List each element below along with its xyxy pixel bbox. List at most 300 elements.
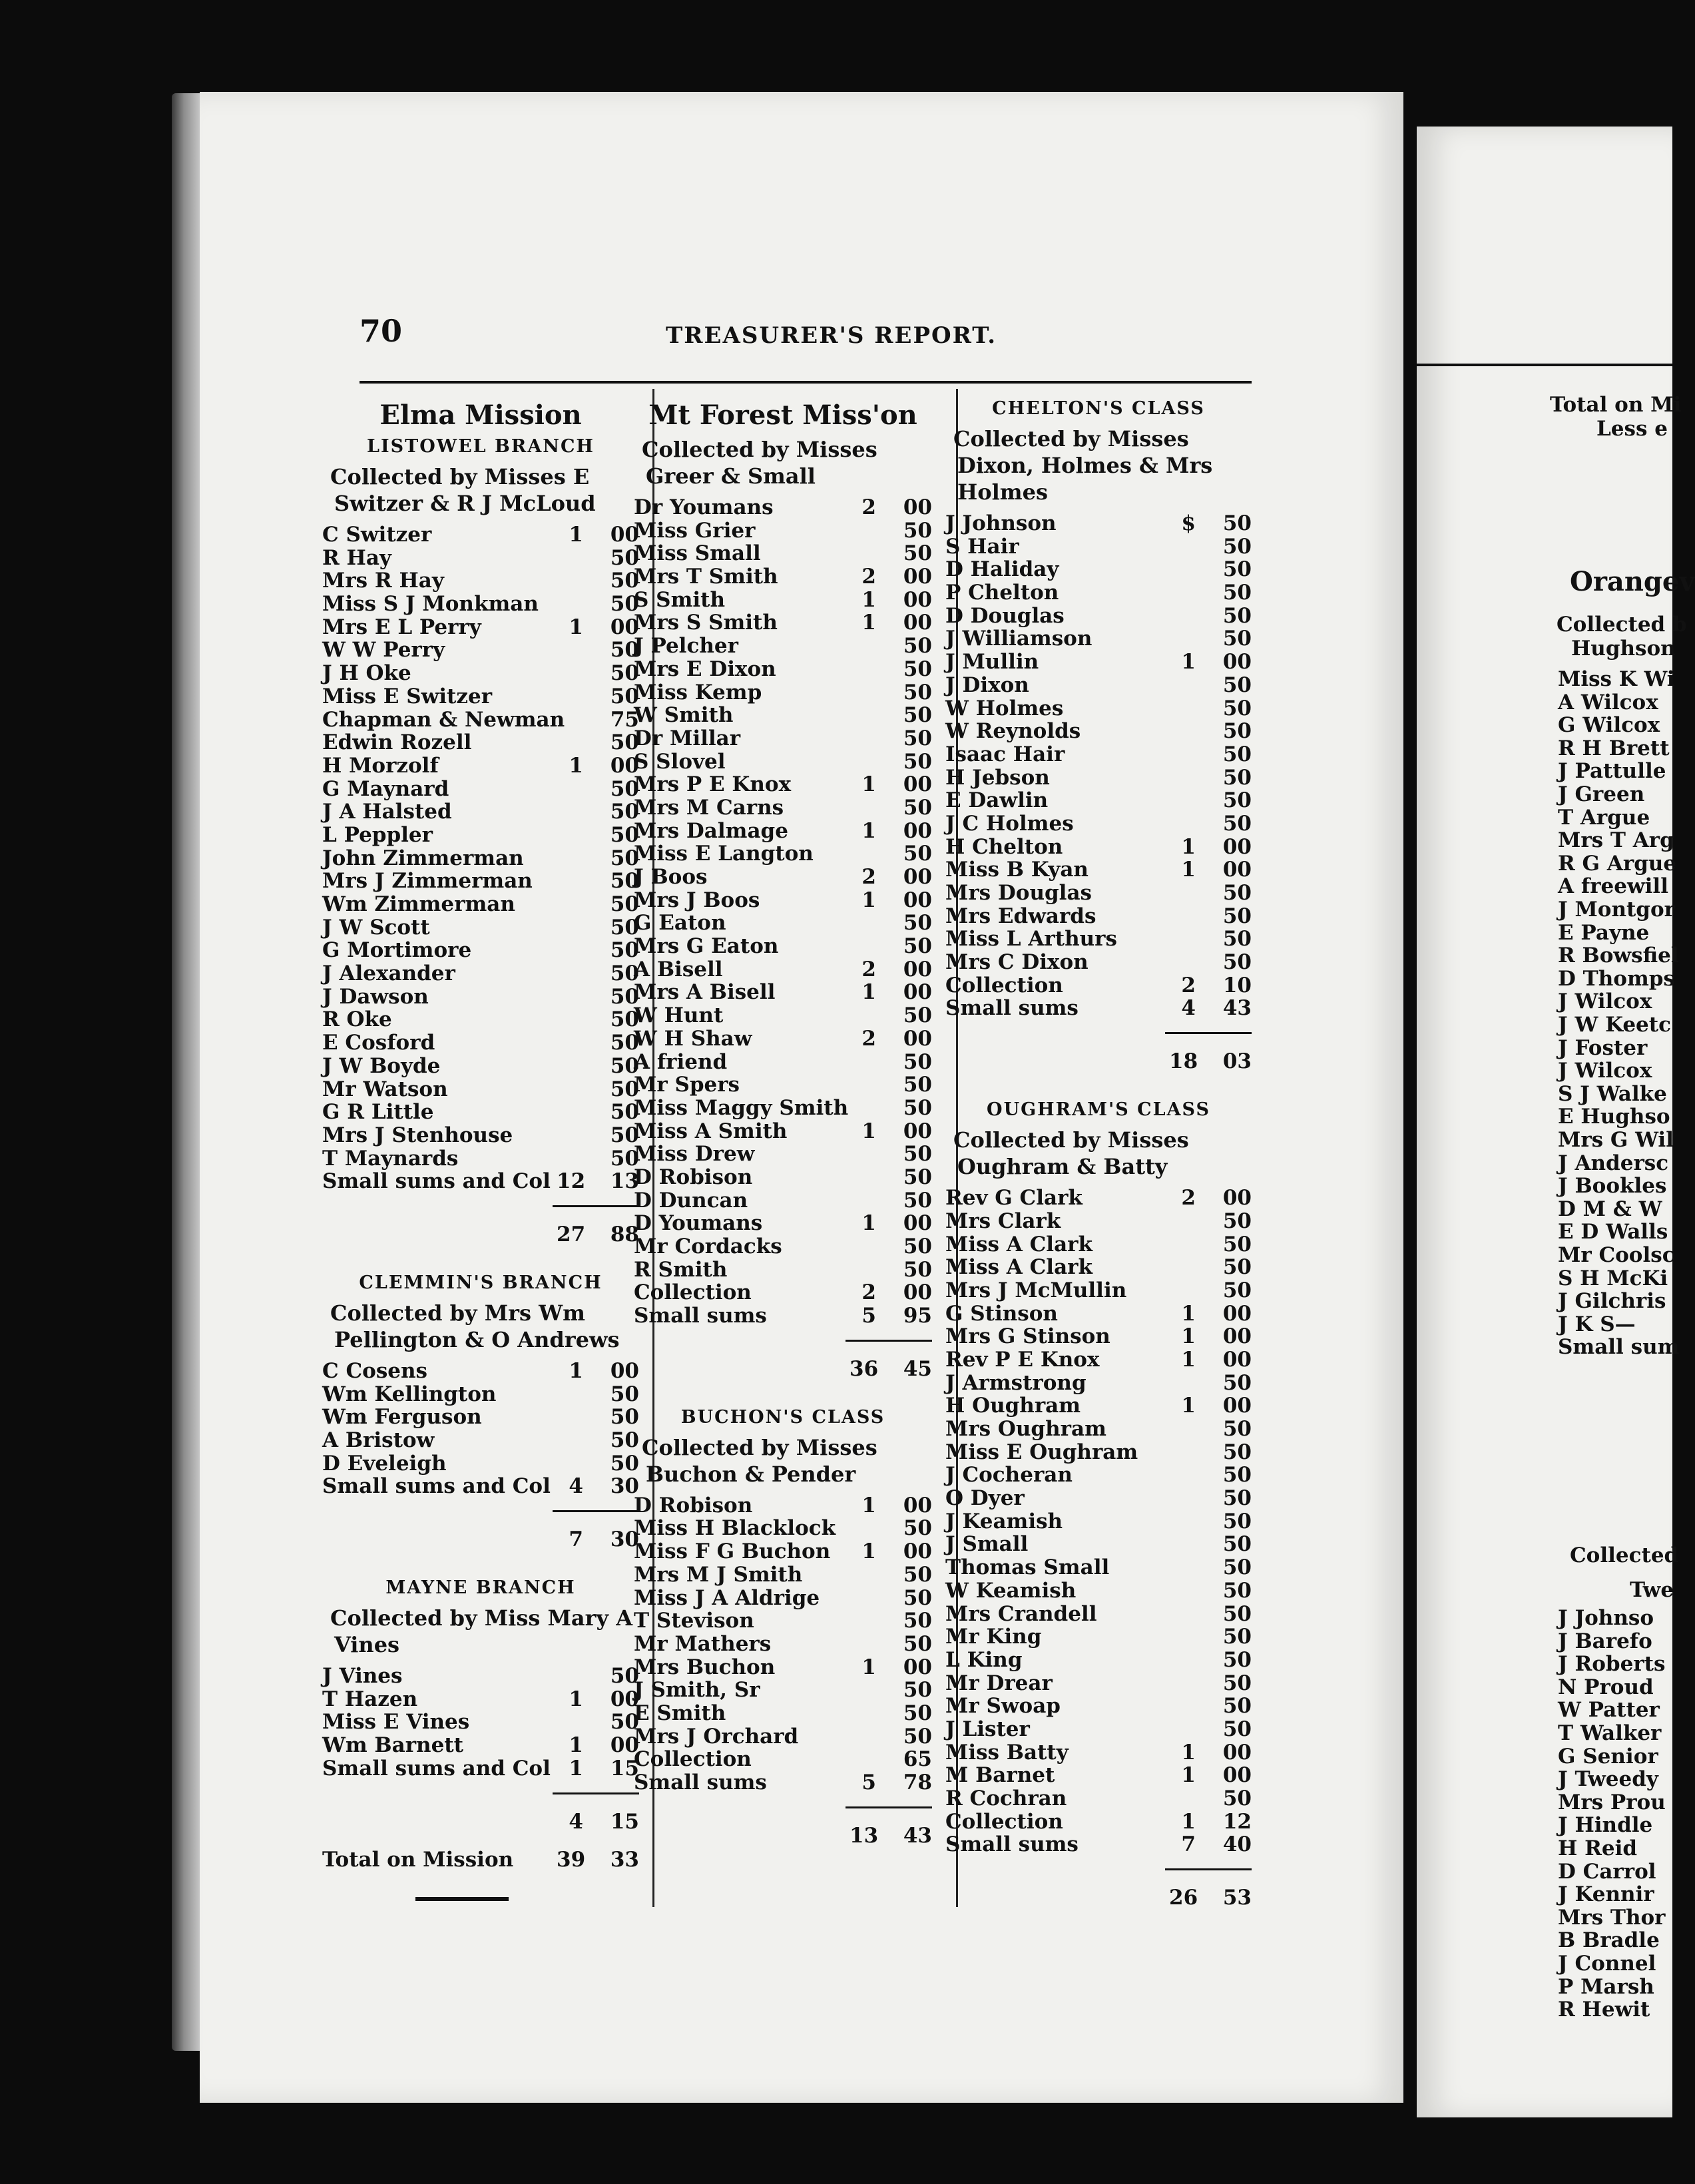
donor-name: Collection: [634, 1280, 752, 1305]
donation-row: [634, 611, 932, 635]
subtotal-dollars: 36: [849, 1356, 879, 1381]
cents: 50: [610, 569, 639, 593]
donor-name: D Eveleigh: [322, 1451, 447, 1476]
dollars: [1169, 1603, 1196, 1626]
branch-heading: BUCHON'S CLASS: [680, 1406, 885, 1428]
dollars: 1: [569, 523, 583, 547]
right-list-name: D M & W: [1558, 1197, 1662, 1221]
donation-row: [945, 1325, 1252, 1348]
donor-name: Miss Grier: [634, 518, 756, 543]
donor-name: Collection: [634, 1747, 752, 1772]
donation-row: [945, 1302, 1252, 1326]
donation-row: [945, 997, 1252, 1020]
donation-row: [634, 496, 932, 519]
donor-name: J Johnson: [945, 511, 1057, 535]
donation-row: [322, 939, 639, 962]
cents: 00: [610, 523, 639, 547]
dollars: [557, 985, 583, 1009]
cents: 50: [1222, 1601, 1252, 1626]
donor-name: J W Scott: [322, 915, 430, 940]
cents: 50: [903, 795, 932, 820]
subtotal-spacer: [322, 1808, 557, 1836]
dollars: [849, 1563, 876, 1587]
cents: 50: [1222, 627, 1252, 651]
donor-name: H Oughram: [945, 1394, 1081, 1418]
donation-row: [322, 731, 639, 754]
donor-name: Mr Mathers: [634, 1631, 772, 1656]
right-collected: Collected b: [1557, 613, 1687, 637]
donation-row: [945, 836, 1252, 859]
cents: 50: [610, 592, 639, 617]
donation-row: [322, 962, 639, 985]
cents: 00: [903, 1119, 932, 1143]
donation-row: [634, 565, 932, 589]
dollars: 1: [861, 611, 876, 635]
subtotal-cents: 53: [1222, 1886, 1252, 1910]
dollars: [557, 1711, 583, 1734]
donor-name: S Smith: [634, 587, 726, 612]
donor-name: W W Perry: [322, 638, 445, 663]
donation-row: [945, 1625, 1252, 1649]
donation-row: [634, 1725, 932, 1749]
donor-name: Dr Millar: [634, 726, 741, 750]
cents: 50: [610, 545, 639, 570]
donor-name: Miss Drew: [634, 1142, 755, 1167]
donation-row: [634, 750, 932, 774]
donor-name: D Youmans: [634, 1211, 763, 1236]
donor-name: J Small: [945, 1532, 1029, 1557]
dollars: [557, 1147, 583, 1171]
donation-row: [322, 616, 639, 639]
donor-name: Mr Drear: [945, 1671, 1053, 1695]
dollars: [557, 893, 583, 916]
cents: 50: [1222, 1578, 1252, 1603]
donation-row: [322, 1383, 639, 1406]
right-list-name: Small sum: [1558, 1335, 1680, 1360]
donation-row: [634, 1120, 932, 1143]
donation-row: [945, 905, 1252, 928]
collector-line: Collected by Misses Dixon, Holmes & Mrs Holmes: [953, 426, 1213, 505]
donor-name: H Jebson: [945, 765, 1050, 790]
cents: 00: [610, 753, 639, 778]
dollars: [557, 1055, 583, 1078]
dollars: 2: [1181, 1186, 1196, 1211]
donor-name: Rev G Clark: [945, 1186, 1083, 1211]
subtotal-cents: 45: [903, 1356, 932, 1381]
cents: 50: [903, 934, 932, 959]
dollars: [849, 935, 876, 958]
dollars: 1: [861, 1119, 876, 1143]
donation-row: [634, 635, 932, 658]
dollars: 2: [861, 865, 876, 889]
subtotal-rule: [846, 1340, 932, 1342]
cents: 00: [903, 565, 932, 589]
donation-row: [322, 893, 639, 916]
cents: 00: [610, 1687, 639, 1711]
cents: 00: [903, 1539, 932, 1564]
right-list-name: J Andersc: [1558, 1151, 1669, 1175]
donation-row: [945, 1833, 1252, 1856]
dollars: [557, 569, 583, 593]
dollars: [1169, 1210, 1196, 1233]
dollars: [849, 1073, 876, 1097]
donation-row: [945, 1741, 1252, 1765]
dollars: [849, 542, 876, 565]
donation-row: [634, 658, 932, 681]
right-list-name: J Roberts: [1558, 1652, 1666, 1677]
donation-row: [322, 1170, 639, 1193]
cents: 50: [610, 1405, 639, 1430]
donation-row: [945, 581, 1252, 605]
donor-name: Mrs Douglas: [945, 881, 1092, 905]
cents: 50: [610, 1382, 639, 1406]
donation-row: [634, 1281, 932, 1304]
donation-row: [945, 1695, 1252, 1718]
donor-name: Wm Kellington: [322, 1382, 497, 1406]
dollars: 1: [1181, 1347, 1196, 1372]
dollars: [557, 1383, 583, 1406]
total-underline: [415, 1897, 509, 1901]
dollars: 1: [861, 888, 876, 912]
donation-row: [634, 1587, 932, 1610]
donation-row: [322, 1147, 639, 1171]
donation-row: [634, 1027, 932, 1051]
donor-name: D Robison: [634, 1165, 753, 1189]
donation-row: [945, 1510, 1252, 1533]
donor-name: G Stinson: [945, 1301, 1058, 1326]
donor-name: C Switzer: [322, 523, 432, 547]
cents: 50: [1222, 1370, 1252, 1395]
dollars: [849, 1609, 876, 1633]
donation-row: [322, 1406, 639, 1429]
right-list-name: Mr Coolsc: [1558, 1243, 1675, 1267]
right-list-name: E Payne: [1558, 920, 1650, 945]
cents: 00: [903, 611, 932, 635]
dollars: [849, 1189, 876, 1213]
donor-name: Miss Kemp: [634, 680, 762, 704]
dollars: 1: [569, 1687, 583, 1711]
donation-row: [322, 1101, 639, 1124]
cents: 00: [1222, 1740, 1252, 1765]
donor-name: J Lister: [945, 1717, 1030, 1741]
dollars: [557, 1101, 583, 1124]
donation-row: [945, 720, 1252, 743]
dollars: [849, 1587, 876, 1610]
cents: 00: [903, 1493, 932, 1517]
dollars: 2: [861, 957, 876, 981]
dollars: [849, 727, 876, 750]
subtotal-dollars: 27: [557, 1222, 586, 1246]
donation-row: [945, 858, 1252, 882]
subtotal-cents: 43: [903, 1823, 932, 1848]
dollars: 4: [1181, 996, 1196, 1021]
donation-row: [322, 1452, 639, 1476]
subtotal-spacer: [945, 1884, 1169, 1912]
right-list-name: G Wilcox: [1558, 713, 1660, 738]
donation-row: [634, 1563, 932, 1587]
cents: 50: [1222, 1486, 1252, 1511]
donor-name: Miss Maggy Smith: [634, 1095, 849, 1120]
donor-name: Edwin Rozell: [322, 730, 472, 755]
donor-name: Mrs J Orchard: [634, 1724, 799, 1749]
right-collected-3: Collected: [1570, 1543, 1679, 1567]
donation-row: [322, 847, 639, 870]
dollars: [1169, 1625, 1196, 1649]
donation-row: [945, 1394, 1252, 1418]
donation-row: [322, 1665, 639, 1688]
cents: 50: [1222, 511, 1252, 535]
donation-row: [634, 542, 932, 565]
donation-row: [322, 985, 639, 1009]
cents: 50: [903, 1562, 932, 1587]
right-list-name: J Johnso: [1558, 1606, 1654, 1630]
cents: 50: [610, 915, 639, 940]
cents: 50: [1222, 1671, 1252, 1695]
mission-heading: Mt Forest Miss'on: [648, 400, 917, 431]
cents: 00: [610, 1358, 639, 1383]
dollars: [849, 1517, 876, 1540]
donation-row: [634, 912, 932, 935]
donor-name: Collection: [945, 973, 1063, 997]
donation-row: [945, 1649, 1252, 1672]
donation-row: [634, 1304, 932, 1328]
donor-name: T Stevison: [634, 1609, 754, 1633]
dollars: [557, 1124, 583, 1147]
right-list-name: Mrs Thor: [1558, 1905, 1666, 1930]
cents: 50: [610, 1007, 639, 1032]
cents: 50: [610, 1451, 639, 1476]
dollars: 1: [1181, 1324, 1196, 1349]
cents: 50: [903, 1003, 932, 1028]
subtotal-spacer: [322, 1221, 557, 1248]
collector-line: Collected by Mrs Wm Pellington & O Andrews: [330, 1300, 620, 1352]
dollars: 2: [861, 1026, 876, 1051]
donor-name: W Smith: [634, 703, 734, 728]
dollars: 1: [569, 1358, 583, 1383]
donor-name: J Dawson: [322, 984, 429, 1009]
right-list-name: J Wilcox: [1558, 989, 1652, 1014]
donation-row: [945, 974, 1252, 997]
donation-row: [945, 1441, 1252, 1464]
subtotal-dollars: 13: [849, 1823, 879, 1848]
dollars: [1169, 1556, 1196, 1579]
donation-row: [945, 558, 1252, 581]
dollars: [1169, 789, 1196, 812]
dollars: 1: [1181, 1394, 1196, 1418]
dollars: 1: [1181, 1301, 1196, 1326]
right-list-name: R G Argue: [1558, 851, 1677, 876]
donation-row: [634, 842, 932, 866]
donor-name: Miss B Kyan: [945, 858, 1089, 882]
dollars: 1: [569, 1733, 583, 1758]
dollars: [1169, 951, 1196, 974]
dollars: [557, 939, 583, 962]
donation-row: [322, 1475, 639, 1498]
cents: 50: [1222, 904, 1252, 928]
dollars: [1169, 581, 1196, 605]
right-list-name: J Montgor: [1558, 898, 1675, 922]
cents: 50: [1222, 1209, 1252, 1233]
dollars: [1169, 605, 1196, 628]
donation-row: [634, 1235, 932, 1258]
dollars: [557, 778, 583, 801]
right-list-name: E D Walls: [1558, 1220, 1668, 1244]
cents: 50: [1222, 1417, 1252, 1441]
dollars: [1169, 882, 1196, 905]
donation-row: [945, 1187, 1252, 1210]
dollars: [849, 750, 876, 774]
donor-name: Mrs A Bisell: [634, 980, 776, 1005]
branch-heading: LISTOWEL BRANCH: [367, 436, 595, 457]
cents: 00: [903, 957, 932, 981]
dollars: [557, 547, 583, 570]
donation-row: [322, 1055, 639, 1078]
donation-row: [634, 1143, 932, 1166]
donor-name: Thomas Small: [945, 1555, 1110, 1580]
right-list-name: J Pattulle: [1558, 759, 1666, 784]
donation-row: [634, 1073, 932, 1097]
cents: 50: [610, 846, 639, 870]
donation-row: [945, 1372, 1252, 1395]
cents: 50: [1222, 534, 1252, 559]
donation-row: [322, 1711, 639, 1734]
dollars: [557, 1078, 583, 1101]
donation-row: [634, 1051, 932, 1074]
cents: 50: [903, 1234, 932, 1258]
donor-name: Miss S J Monkman: [322, 592, 539, 617]
branch-heading: CHELTON'S CLASS: [992, 398, 1205, 419]
dollars: [1169, 812, 1196, 836]
page-number: 70: [360, 313, 403, 349]
dollars: [557, 685, 583, 708]
donation-row: [634, 958, 932, 981]
donation-row: [945, 627, 1252, 651]
donation-row: [322, 754, 639, 778]
donation-row: [634, 1679, 932, 1702]
cents: 00: [903, 1655, 932, 1679]
donation-row: [945, 951, 1252, 974]
cents: 10: [1222, 973, 1252, 997]
donation-row: [945, 651, 1252, 674]
donation-row: [945, 928, 1252, 951]
donation-row: [945, 1533, 1252, 1556]
donor-name: J Mullin: [945, 650, 1039, 675]
cents: 50: [610, 1146, 639, 1171]
donor-name: Miss E Vines: [322, 1710, 470, 1735]
donation-row: [322, 800, 639, 824]
donor-name: Mrs S Smith: [634, 611, 778, 635]
donor-name: D Robison: [634, 1493, 753, 1517]
dollars: [849, 912, 876, 935]
branch-heading: CLEMMIN'S BRANCH: [359, 1272, 603, 1293]
right-list-name: R Hewit: [1558, 1998, 1650, 2022]
right-list-name: R H Brett: [1558, 736, 1670, 760]
donor-name: Mr King: [945, 1625, 1042, 1649]
donor-name: J Keamish: [945, 1509, 1063, 1533]
subtotal-spacer: [322, 1525, 557, 1553]
donor-name: Rev P E Knox: [945, 1347, 1100, 1372]
donation-row: [322, 1688, 639, 1711]
cents: 00: [903, 865, 932, 889]
mission-block: [945, 1099, 1252, 1912]
right-list-name: J W Keetc: [1558, 1013, 1671, 1037]
donor-name: G Maynard: [322, 776, 449, 801]
dollars: [557, 870, 583, 893]
donor-name: Mrs Edwards: [945, 904, 1096, 928]
cents: 50: [610, 1031, 639, 1055]
donor-name: Miss A Clark: [945, 1232, 1092, 1256]
dollars: 5: [861, 1771, 876, 1794]
cents: 50: [903, 1631, 932, 1656]
mission-block: [634, 400, 932, 1383]
dollars: [849, 635, 876, 658]
dollars: [849, 796, 876, 820]
right-heading: Orangev: [1570, 566, 1695, 597]
donor-name: G Mortimore: [322, 938, 472, 963]
donation-row: [634, 589, 932, 612]
donor-name: Mrs T Smith: [634, 565, 778, 589]
donor-name: J Dixon: [945, 673, 1029, 697]
donation-row: [945, 1487, 1252, 1510]
cents: 50: [1222, 927, 1252, 952]
donor-name: Mrs P E Knox: [634, 772, 792, 797]
donor-name: Mrs J Boos: [634, 888, 760, 912]
cents: 50: [1222, 603, 1252, 628]
cents: 50: [1222, 788, 1252, 813]
cents: 50: [610, 938, 639, 963]
cents: 00: [610, 615, 639, 639]
right-list-name: J Wilcox: [1558, 1059, 1652, 1083]
dollars: [849, 1166, 876, 1189]
mission-block: [322, 400, 639, 1248]
donation-row: [322, 593, 639, 616]
subtotal-cents: 15: [610, 1809, 639, 1834]
cents: 50: [1222, 581, 1252, 605]
subtotal-dollars: 26: [1169, 1886, 1198, 1910]
donor-name: M Barnet: [945, 1763, 1055, 1788]
subtotal-spacer: [634, 1355, 849, 1383]
cents: 50: [903, 1188, 932, 1213]
right-list-name: Mrs G Wil: [1558, 1128, 1674, 1152]
donation-row: [322, 639, 639, 662]
dollars: [1169, 1441, 1196, 1464]
mission-total-label: Total on Mission: [322, 1847, 514, 1872]
cents: 40: [1222, 1832, 1252, 1857]
collector-line: Collected by Misses Greer & Small: [642, 437, 877, 489]
donation-row: [634, 1166, 932, 1189]
donor-name: H Morzolf: [322, 753, 439, 778]
cents: 50: [903, 657, 932, 681]
cents: 50: [1222, 719, 1252, 744]
dollars: 2: [861, 565, 876, 589]
right-collected-4: Twe: [1630, 1578, 1674, 1602]
donor-name: Mr Swoap: [945, 1694, 1061, 1719]
donation-row: [945, 697, 1252, 720]
cents: 50: [1222, 1694, 1252, 1719]
donation-row: [322, 685, 639, 708]
subtotal-row: [945, 1884, 1252, 1912]
donor-name: R Oke: [322, 1007, 392, 1032]
cents: 00: [1222, 1301, 1252, 1326]
cents: 00: [903, 1026, 932, 1051]
dollars: 1: [861, 587, 876, 612]
donation-row: [634, 981, 932, 1004]
donation-row: [945, 1233, 1252, 1256]
dollars: [1169, 1787, 1196, 1810]
cents: 50: [610, 776, 639, 801]
donor-name: Miss A Smith: [634, 1119, 788, 1143]
donation-row: [945, 674, 1252, 697]
